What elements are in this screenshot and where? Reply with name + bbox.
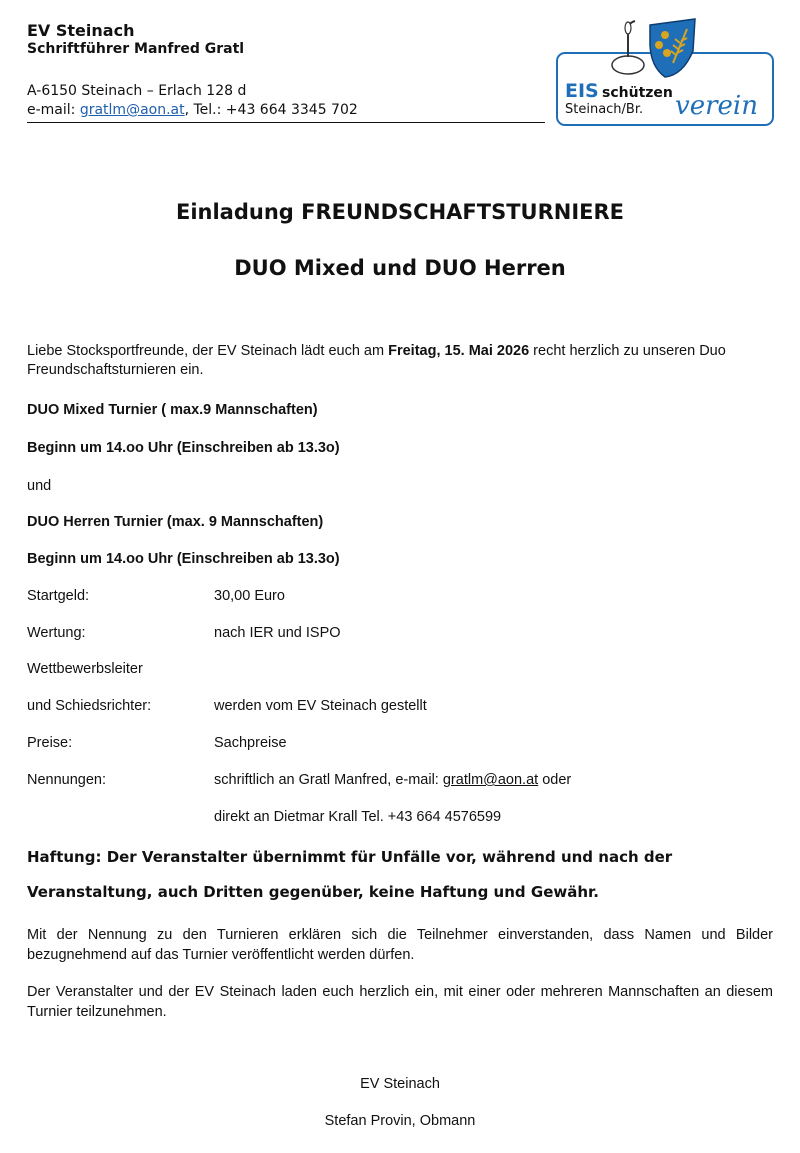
- nennungen-value-1: [214, 772, 571, 788]
- letterhead: [27, 22, 547, 123]
- logo-text-location: Steinach/Br.: [565, 102, 644, 117]
- consent-paragraph: Mit der Nennung zu den Turnieren erklären sich die Teilnehmer einverstanden, dass Namen und Bilder bezugnehmend auf das Turnier veröffentlicht werden dürfen.: [27, 927, 773, 963]
- club-name: EV Steinach: [27, 21, 135, 40]
- intro-text-2: recht herzlich zu unseren Duo Freundschaftsturnieren ein.: [27, 343, 726, 378]
- and-text: und: [27, 478, 52, 494]
- startgeld-label: Startgeld:: [27, 588, 90, 604]
- email-link[interactable]: gratlm@aon.at: [79, 102, 185, 118]
- nennungen-value-2: direkt an Dietmar Krall Tel. +43 664 4576599: [214, 809, 502, 825]
- leiter-label-2: und Schiedsrichter:: [27, 698, 152, 714]
- logo-text-schuetzen: schützen: [602, 85, 673, 101]
- curling-stone-icon: [612, 21, 644, 74]
- herren-tournament: DUO Herren Turnier (max. 9 Mannschaften): [27, 514, 324, 530]
- club-logo: [555, 15, 775, 127]
- intro-paragraph: [27, 342, 772, 380]
- liability-line-2: Veranstaltung, auch Dritten gegenüber, keine Haftung und Gewähr.: [27, 883, 599, 901]
- preise-label: Preise:: [27, 735, 73, 751]
- nennungen-oder: oder: [538, 772, 572, 788]
- signature-org: EV Steinach: [360, 1076, 440, 1092]
- leiter-value: werden vom EV Steinach gestellt: [214, 698, 427, 714]
- nennungen-text: schriftlich an Gratl Manfred, e-mail:: [214, 772, 443, 788]
- postal-address: A-6150 Steinach – Erlach 128 d: [27, 83, 247, 99]
- mixed-start-time: Beginn um 14.oo Uhr (Einschreiben ab 13.3o): [27, 440, 340, 456]
- secretary-name: Schriftführer Manfred Gratl: [27, 41, 245, 57]
- leiter-label-1: Wettbewerbsleiter: [27, 661, 143, 677]
- logo-text-eis: EIS: [565, 80, 599, 102]
- contact-line: [27, 101, 545, 123]
- email-prefix: e-mail:: [27, 102, 80, 118]
- mixed-tournament: DUO Mixed Turnier ( max.9 Mannschaften): [27, 402, 318, 418]
- document-title: Einladung FREUNDSCHAFTSTURNIERE: [175, 200, 624, 224]
- liability-line-1: Haftung: Der Veranstalter übernimmt für Unfälle vor, während und nach der: [27, 848, 673, 866]
- phone-number: , Tel.: +43 664 3345 702: [184, 102, 358, 118]
- document-subtitle: DUO Mixed und DUO Herren: [234, 256, 566, 280]
- nennungen-label: Nennungen:: [27, 772, 107, 788]
- startgeld-value: 30,00 Euro: [214, 588, 285, 604]
- intro-text-1: Liebe Stocksportfreunde, der EV Steinach lädt euch am: [27, 343, 389, 359]
- herren-start-time: Beginn um 14.oo Uhr (Einschreiben ab 13.3o): [27, 551, 340, 567]
- wertung-label: Wertung:: [27, 625, 86, 641]
- wertung-value: nach IER und ISPO: [214, 625, 341, 641]
- nennungen-email-link[interactable]: gratlm@aon.at: [442, 772, 539, 788]
- logo-text-verein: verein: [675, 91, 758, 121]
- preise-value: Sachpreise: [214, 735, 287, 751]
- event-date: Freitag, 15. Mai 2026: [388, 343, 530, 359]
- signature-name: Stefan Provin, Obmann: [324, 1113, 476, 1129]
- closing-paragraph: Der Veranstalter und der EV Steinach laden euch herzlich ein, mit einer oder mehreren Mannschaften an diesem Turnier teilzunehmen.: [27, 984, 773, 1020]
